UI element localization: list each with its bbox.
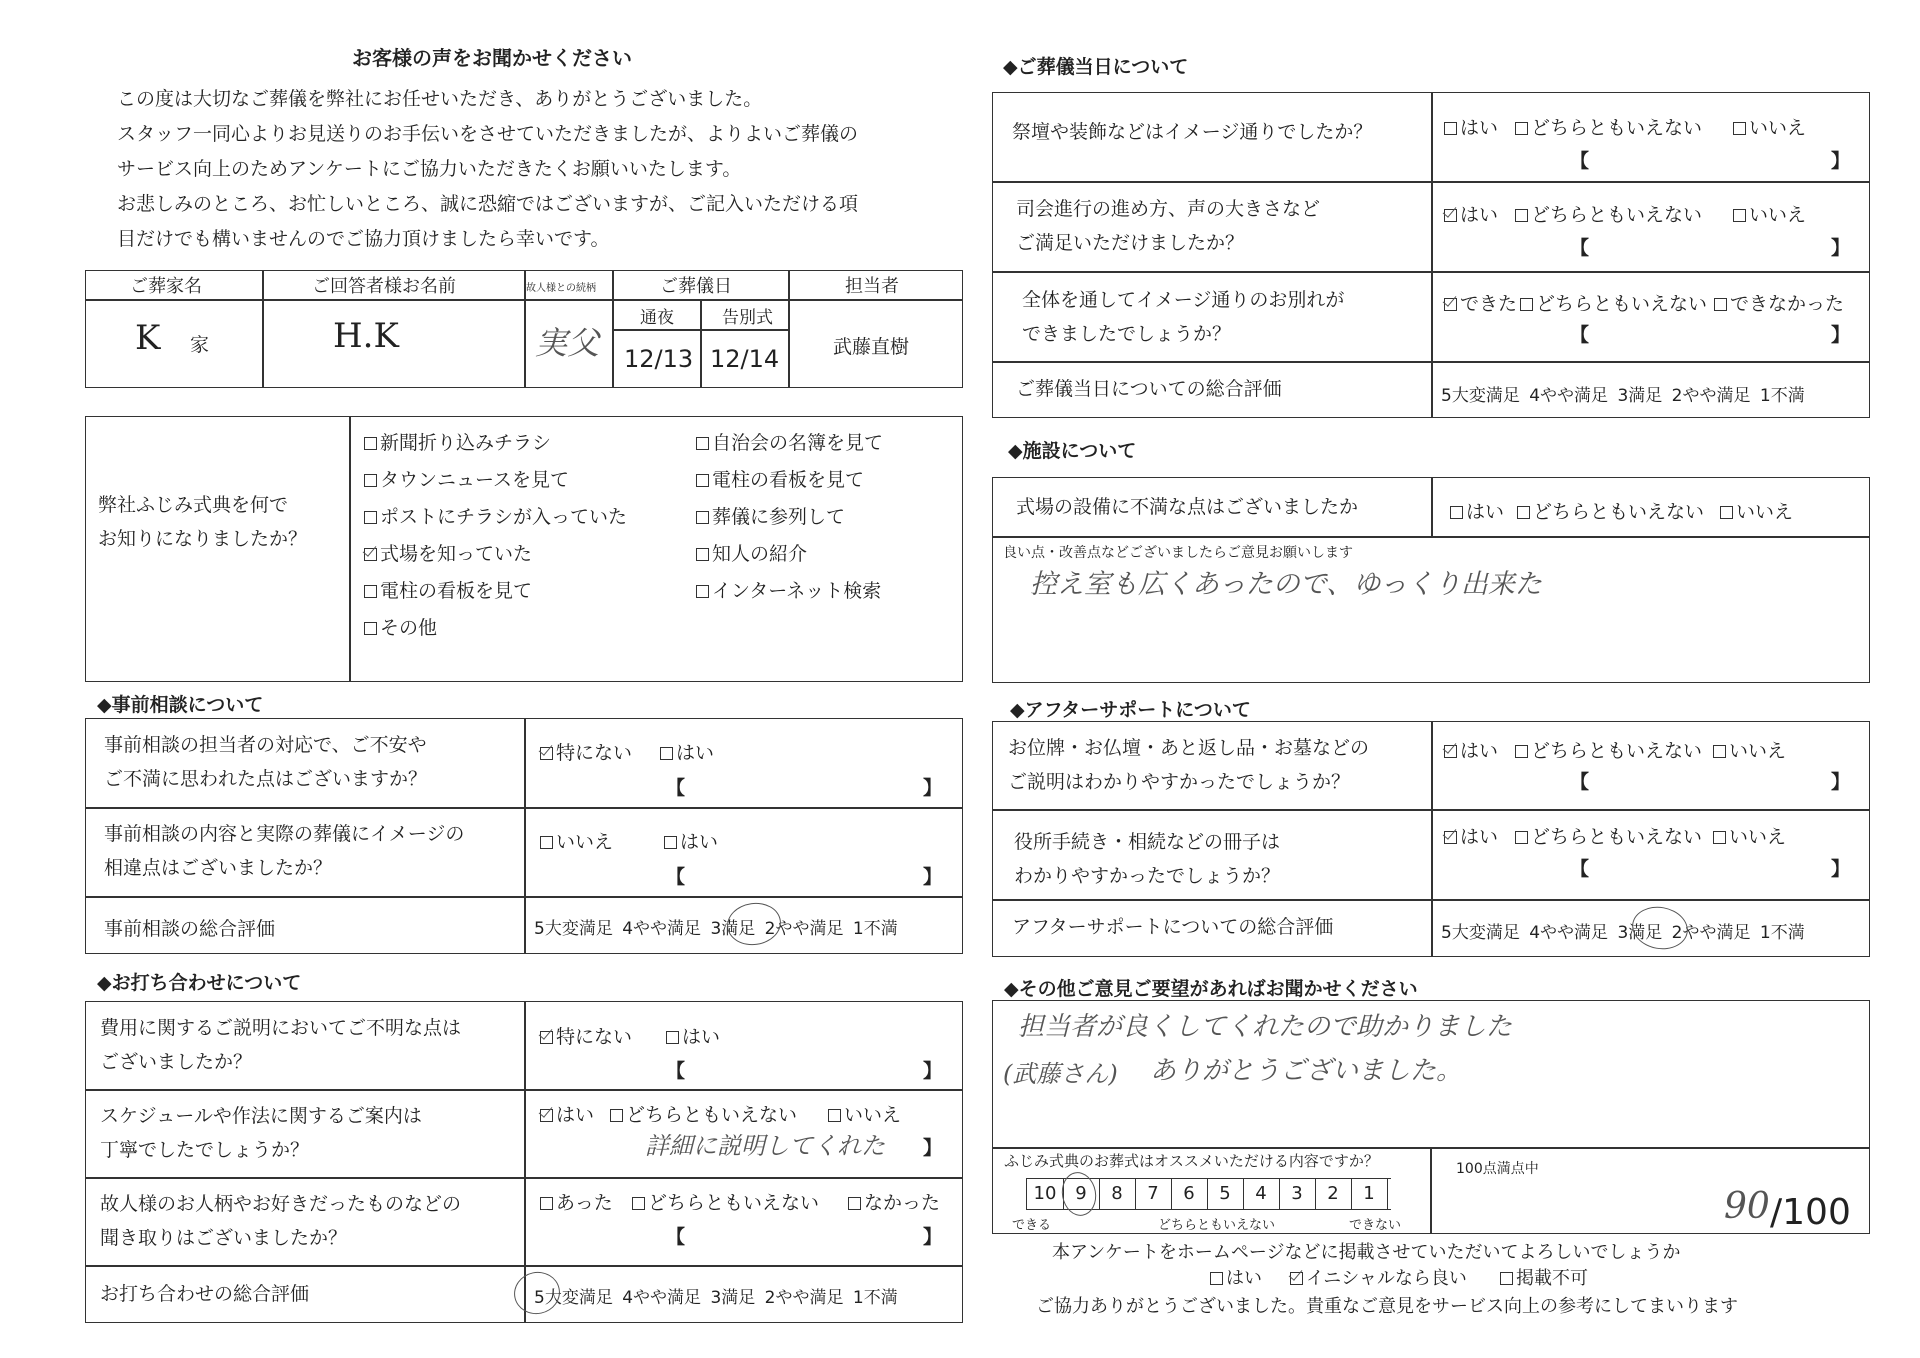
question-line: 丁寧でしたでしょうか？ xyxy=(100,1139,310,1161)
option-none[interactable] xyxy=(540,738,632,765)
option-yes[interactable] xyxy=(1444,822,1498,849)
comment-bracket-open: 【 xyxy=(666,1226,686,1248)
checkbox[interactable] xyxy=(1515,745,1528,758)
staff-name: 武藤直樹 xyxy=(833,336,910,358)
funeral-day-q3 xyxy=(1022,283,1344,351)
header-family: ご葬家名 xyxy=(130,276,202,297)
question-line: ご満足いただけましたか？ xyxy=(1016,232,1245,254)
option-label: どちらともいえない xyxy=(626,1104,798,1126)
option-no[interactable] xyxy=(1713,822,1786,849)
intro-line: お悲しみのところ、お忙しいところ、誠に恐縮ではございますが、ご記入いただける項 xyxy=(117,193,859,215)
scale-number[interactable]: 8 xyxy=(1099,1179,1136,1209)
option-label: はい xyxy=(680,831,719,853)
option-yes[interactable] xyxy=(1444,736,1498,763)
checkbox-checked[interactable] xyxy=(364,548,377,561)
option-label: どちらともいえない xyxy=(1531,826,1703,848)
checkbox[interactable] xyxy=(1515,122,1528,135)
checkbox[interactable] xyxy=(1713,831,1726,844)
option-label: 掲載不可 xyxy=(1516,1268,1588,1289)
option-neutral[interactable] xyxy=(610,1100,797,1127)
option-could[interactable] xyxy=(1444,289,1517,316)
checkbox-checked[interactable] xyxy=(1444,209,1457,222)
option-label: ポストにチラシが入っていた xyxy=(380,506,628,528)
checkbox[interactable] xyxy=(632,1197,645,1210)
option-no[interactable] xyxy=(1720,497,1793,524)
option-label: いいえ xyxy=(844,1104,902,1126)
scale-number[interactable]: 6 xyxy=(1171,1179,1208,1209)
other-comment-line-2a: (武藤さん) xyxy=(1003,1060,1118,1088)
checkbox[interactable] xyxy=(1714,298,1727,311)
checkbox[interactable] xyxy=(696,437,709,450)
option-no[interactable] xyxy=(1733,200,1806,227)
meeting-q4: お打ち合わせの総合評価 xyxy=(100,1283,310,1305)
option-yes[interactable] xyxy=(1444,200,1498,227)
header-relation: 故人様との続柄 xyxy=(526,283,596,294)
comment-bracket-open: 【 xyxy=(666,1060,686,1082)
funeral-date: 12/14 xyxy=(710,345,780,373)
checkbox[interactable] xyxy=(1515,209,1528,222)
checkbox[interactable] xyxy=(1520,298,1533,311)
option-label: いいえ xyxy=(1749,117,1807,139)
comment-bracket-close: 】 xyxy=(1831,771,1851,793)
option-label: なかった xyxy=(864,1192,941,1214)
option-internet[interactable] xyxy=(696,576,881,603)
checkbox[interactable] xyxy=(1515,831,1528,844)
score-label: 100点満点中 xyxy=(1456,1161,1539,1177)
option-no[interactable] xyxy=(848,1188,940,1215)
question-line: 事前相談の担当者の対応で、ご不安や xyxy=(104,734,427,756)
option-label: はい xyxy=(676,742,715,764)
option-label: いいえ xyxy=(556,831,614,853)
score-max: /100 xyxy=(1770,1192,1851,1233)
checkbox[interactable] xyxy=(364,585,377,598)
question-line: できましたでしょうか？ xyxy=(1022,323,1232,345)
section-heading-after-support: ◆アフターサポートについて xyxy=(1010,699,1251,721)
option-label: できた xyxy=(1460,293,1518,315)
rating-scale[interactable]: 5大変満足 4やや満足 3満足 2やや満足 1不満 xyxy=(1441,386,1805,406)
funeral-day-q2 xyxy=(1016,192,1320,260)
checkbox[interactable] xyxy=(364,511,377,524)
header-respondent: ご回答者様お名前 xyxy=(312,276,456,297)
header-date: ご葬儀日 xyxy=(660,276,732,297)
option-label: はい xyxy=(682,1026,721,1048)
option-yes[interactable] xyxy=(660,738,714,765)
checkbox[interactable] xyxy=(696,585,709,598)
comment-bracket-open: 【 xyxy=(1570,237,1590,259)
option-label: 式場を知っていた xyxy=(380,543,533,565)
scale-number[interactable]: 7 xyxy=(1135,1179,1172,1209)
comment-bracket-open: 【 xyxy=(1570,771,1590,793)
checkbox[interactable] xyxy=(1713,745,1726,758)
option-label: できなかった xyxy=(1730,293,1845,315)
checkbox[interactable] xyxy=(1517,506,1530,519)
option-label: いいえ xyxy=(1749,204,1807,226)
option-no[interactable] xyxy=(828,1100,901,1127)
checkbox-checked[interactable] xyxy=(540,1109,553,1122)
section-heading-funeral-day: ◆ご葬儀当日について xyxy=(1003,56,1189,78)
option-pole-sign[interactable] xyxy=(364,576,532,603)
option-label: はい xyxy=(1460,740,1499,762)
comment-bracket-open: 【 xyxy=(1570,858,1590,880)
option-label: いいえ xyxy=(1729,826,1787,848)
option-label: はい xyxy=(1460,204,1499,226)
section-heading-other: ◆その他ご意見ご要望があればお聞かせください xyxy=(1004,978,1418,1000)
question-line: 司会進行の進め方、声の大きさなど xyxy=(1016,198,1321,220)
section-heading-facility: ◆施設について xyxy=(1008,440,1137,462)
section-heading-meeting: ◆お打ち合わせについて xyxy=(97,972,302,994)
funeral-day-q4: ご葬儀当日についての総合評価 xyxy=(1016,378,1282,400)
checkbox[interactable] xyxy=(1733,209,1746,222)
comment-bracket-open: 【 xyxy=(666,866,686,888)
checkbox-checked[interactable] xyxy=(1444,298,1457,311)
after-support-q1 xyxy=(1008,731,1369,799)
checkbox[interactable] xyxy=(540,1197,553,1210)
option-neutral[interactable] xyxy=(632,1188,819,1215)
checkbox[interactable] xyxy=(540,836,553,849)
option-label: 葬儀に参列して xyxy=(712,506,846,528)
option-label: 特にない xyxy=(556,742,633,764)
option-neutral[interactable] xyxy=(1515,736,1702,763)
pre-consult-q2 xyxy=(104,817,464,885)
scale-number[interactable]: 9 xyxy=(1063,1179,1100,1209)
option-label: はい xyxy=(1226,1268,1262,1289)
option-label: 電柱の看板を見て xyxy=(380,580,533,602)
option-label: どちらともいえない xyxy=(648,1192,820,1214)
checkbox[interactable] xyxy=(364,474,377,487)
option-no[interactable] xyxy=(540,827,613,854)
scale-label-right: できない xyxy=(1349,1218,1402,1233)
question-line: 事前相談の内容と実際の葬儀にイメージの xyxy=(104,823,465,845)
scale-number[interactable]: 10 xyxy=(1027,1179,1064,1209)
option-label: あった xyxy=(556,1192,613,1214)
other-comment-line-2b: ありがとうございました。 xyxy=(1150,1056,1463,1086)
handwritten-comment: 詳細に説明してくれた xyxy=(645,1132,885,1160)
option-neutral[interactable] xyxy=(1515,200,1702,227)
question-line: 弊社ふじみ式典を何で xyxy=(98,494,289,516)
option-newspaper[interactable] xyxy=(364,428,551,455)
question-line: お位牌・お仏壇・あと返し品・お墓などの xyxy=(1008,737,1370,759)
header-funeral: 告別式 xyxy=(722,308,773,328)
pre-consult-q1 xyxy=(104,728,427,796)
after-support-q2 xyxy=(1014,825,1280,893)
option-label: はい xyxy=(556,1104,595,1126)
question-line: ご不満に思われた点はございますか？ xyxy=(104,768,428,790)
option-label: タウンニュースを見て xyxy=(380,469,570,491)
option-yes[interactable] xyxy=(1450,497,1504,524)
intro-line: 目だけでも構いませんのでご協力頂けましたら幸いです。 xyxy=(117,228,610,250)
option-label: どちらともいえない xyxy=(1533,501,1705,523)
option-pole-sign-2[interactable] xyxy=(696,465,864,492)
question-line: わかりやすかったでしょうか？ xyxy=(1014,865,1281,887)
family-suffix: 家 xyxy=(190,334,210,356)
recommend-question: ふじみ式典のお葬式はオススメいただける内容ですか？ xyxy=(1004,1152,1379,1170)
checkbox-checked[interactable] xyxy=(540,1031,553,1044)
option-label: 特にない xyxy=(556,1026,633,1048)
rating-scale[interactable]: 5大変満足 4やや満足 3満足 2やや満足 1不満 xyxy=(534,1288,898,1308)
checkbox[interactable] xyxy=(666,1031,679,1044)
wake-date: 12/13 xyxy=(624,345,694,373)
question-line: ございましたか？ xyxy=(100,1051,253,1073)
option-referral[interactable] xyxy=(696,539,807,566)
checkbox[interactable] xyxy=(828,1109,841,1122)
option-other[interactable] xyxy=(364,613,437,640)
scale-number[interactable]: 4 xyxy=(1243,1179,1280,1209)
option-could-not[interactable] xyxy=(1714,289,1844,316)
funeral-day-q1: 祭壇や装飾などはイメージ通りでしたか？ xyxy=(1012,121,1373,143)
meeting-q2 xyxy=(100,1099,422,1167)
option-label: いいえ xyxy=(1736,501,1794,523)
comment-bracket-close: 】 xyxy=(923,1060,943,1082)
option-label: インターネット検索 xyxy=(712,580,882,602)
option-neutral[interactable] xyxy=(1520,289,1707,316)
scale-label-left: できる xyxy=(1012,1218,1052,1233)
comment-bracket-open: 【 xyxy=(1570,150,1590,172)
option-publish-yes[interactable] xyxy=(1210,1264,1262,1290)
relation-value: 実父 xyxy=(535,324,600,362)
facility-comment: 控え室も広くあったので、ゆっくり出来た xyxy=(1030,569,1542,600)
option-yes[interactable] xyxy=(540,1100,594,1127)
section-heading-pre-consult: ◆事前相談について xyxy=(97,694,264,716)
question-line: 全体を通してイメージ通りのお別れが xyxy=(1022,289,1345,311)
scale-number[interactable]: 1 xyxy=(1351,1179,1388,1209)
option-no[interactable] xyxy=(1713,736,1786,763)
comment-bracket-close: 】 xyxy=(923,866,943,888)
pre-consult-q3: 事前相談の総合評価 xyxy=(104,918,276,940)
option-knew-venue[interactable] xyxy=(364,539,532,566)
intro-text xyxy=(117,82,957,257)
option-label: いいえ xyxy=(1729,740,1787,762)
comment-bracket-close: 】 xyxy=(1831,858,1851,880)
rating-scale[interactable]: 5大変満足 4やや満足 3満足 2やや満足 1不満 xyxy=(1441,923,1805,943)
intro-line: サービス向上のためアンケートにご協力いただきたくお願いいたします。 xyxy=(117,158,742,180)
checkbox[interactable] xyxy=(364,622,377,635)
option-post-flyer[interactable] xyxy=(364,502,627,529)
comment-bracket-close: 】 xyxy=(923,777,943,799)
comment-bracket-open: 【 xyxy=(1570,324,1590,346)
comment-bracket-close: 】 xyxy=(923,1226,943,1248)
checkbox-checked[interactable] xyxy=(1290,1272,1303,1285)
option-label: イニシャルなら良い xyxy=(1306,1268,1467,1289)
thanks-text: ご協力ありがとうございました。貴重なご意見をサービス向上の参考にしてまいります xyxy=(1036,1296,1738,1317)
meeting-q3 xyxy=(100,1187,461,1255)
checkbox[interactable] xyxy=(660,747,673,760)
option-label: どちらともいえない xyxy=(1531,117,1703,139)
option-town-news[interactable] xyxy=(364,465,569,492)
option-neighborhood[interactable] xyxy=(696,428,883,455)
question-line: スケジュールや作法に関するご案内は xyxy=(100,1105,422,1127)
option-none[interactable] xyxy=(540,1022,632,1049)
question-line: 相違点はございましたか？ xyxy=(104,857,333,879)
respondent-name: H.K xyxy=(333,316,399,356)
other-comment-line-1: 担当者が良くしてくれたので助かりました xyxy=(1018,1012,1513,1042)
option-label: どちらともいえない xyxy=(1531,740,1703,762)
checkbox[interactable] xyxy=(1500,1272,1513,1285)
intro-line: この度は大切なご葬儀を弊社にお任せいただき、ありがとうございました。 xyxy=(117,88,763,110)
option-yes[interactable] xyxy=(540,1188,613,1215)
facility-q1: 式場の設備に不満な点はございましたか xyxy=(1016,496,1359,518)
option-label: 新聞折り込みチラシ xyxy=(380,432,552,454)
checkbox[interactable] xyxy=(1720,506,1733,519)
score-value: 90 xyxy=(1724,1186,1770,1227)
question-line: 故人様のお人柄やお好きだったものなどの xyxy=(100,1193,462,1215)
option-no[interactable] xyxy=(1733,113,1806,140)
checkbox[interactable] xyxy=(696,511,709,524)
checkbox[interactable] xyxy=(848,1197,861,1210)
checkbox[interactable] xyxy=(664,836,677,849)
question-line: 費用に関するご説明においてご不明な点は xyxy=(100,1017,462,1039)
comment-bracket-close: 】 xyxy=(1831,237,1851,259)
option-neutral[interactable] xyxy=(1515,822,1702,849)
after-support-q3: アフターサポートについての総合評価 xyxy=(1012,916,1334,938)
header-staff: 担当者 xyxy=(845,276,899,297)
rating-scale[interactable]: 5大変満足 4やや満足 3満足 2やや満足 1不満 xyxy=(534,919,898,939)
option-label: 自治会の名簿を見て xyxy=(712,432,884,454)
intro-line: スタッフ一同心よりお見送りのお手伝いをさせていただきましたが、よりよいご葬儀の xyxy=(117,123,859,145)
checkbox-checked[interactable] xyxy=(540,747,553,760)
checkbox[interactable] xyxy=(364,437,377,450)
option-label: その他 xyxy=(380,617,438,639)
checkbox[interactable] xyxy=(610,1109,623,1122)
page-title: お客様の声をお聞かせください xyxy=(352,46,632,70)
question-line: お知りになりましたか？ xyxy=(98,528,308,550)
comment-bracket-open: 【 xyxy=(666,777,686,799)
checkbox-checked[interactable] xyxy=(1444,745,1457,758)
how-known-question xyxy=(98,488,307,556)
option-yes[interactable] xyxy=(666,1022,720,1049)
question-line: ご説明はわかりやすかったでしょうか？ xyxy=(1008,771,1351,793)
option-label: どちらともいえない xyxy=(1536,293,1708,315)
option-attended[interactable] xyxy=(696,502,845,529)
comment-bracket-close: 】 xyxy=(1831,150,1851,172)
header-wake: 通夜 xyxy=(640,308,674,328)
checkbox[interactable] xyxy=(1444,122,1457,135)
option-label: はい xyxy=(1460,826,1499,848)
option-label: はい xyxy=(1466,501,1505,523)
meeting-q1 xyxy=(100,1011,461,1079)
scale-label-mid: どちらともいえない xyxy=(1158,1218,1276,1233)
option-publish-initials[interactable] xyxy=(1290,1264,1467,1290)
checkbox[interactable] xyxy=(696,548,709,561)
facility-comment-label: 良い点・改善点などございましたらご意見お願いします xyxy=(1003,545,1353,561)
checkbox-checked[interactable] xyxy=(1444,831,1457,844)
question-line: 役所手続き・相続などの冊子は xyxy=(1014,831,1281,853)
checkbox[interactable] xyxy=(1450,506,1463,519)
checkbox[interactable] xyxy=(1210,1272,1223,1285)
scale-number[interactable]: 3 xyxy=(1279,1179,1316,1209)
comment-bracket-close: 】 xyxy=(923,1137,943,1159)
scale-number[interactable]: 2 xyxy=(1315,1179,1352,1209)
option-yes[interactable] xyxy=(1444,113,1498,140)
option-label: 知人の紹介 xyxy=(712,543,808,565)
publish-question: 本アンケートをホームページなどに掲載させていただいてよろしいでしょうか xyxy=(1052,1242,1681,1263)
family-initial: K xyxy=(135,318,161,358)
comment-bracket-close: 】 xyxy=(1831,324,1851,346)
scale-number[interactable]: 5 xyxy=(1207,1179,1244,1209)
checkbox[interactable] xyxy=(1733,122,1746,135)
option-label: 電柱の看板を見て xyxy=(712,469,865,491)
question-line: 聞き取りはございましたか？ xyxy=(100,1227,348,1249)
checkbox[interactable] xyxy=(696,474,709,487)
option-yes[interactable] xyxy=(664,827,718,854)
option-label: どちらともいえない xyxy=(1531,204,1703,226)
option-neutral[interactable] xyxy=(1517,497,1704,524)
option-publish-no[interactable] xyxy=(1500,1264,1588,1290)
option-neutral[interactable] xyxy=(1515,113,1702,140)
option-label: はい xyxy=(1460,117,1499,139)
